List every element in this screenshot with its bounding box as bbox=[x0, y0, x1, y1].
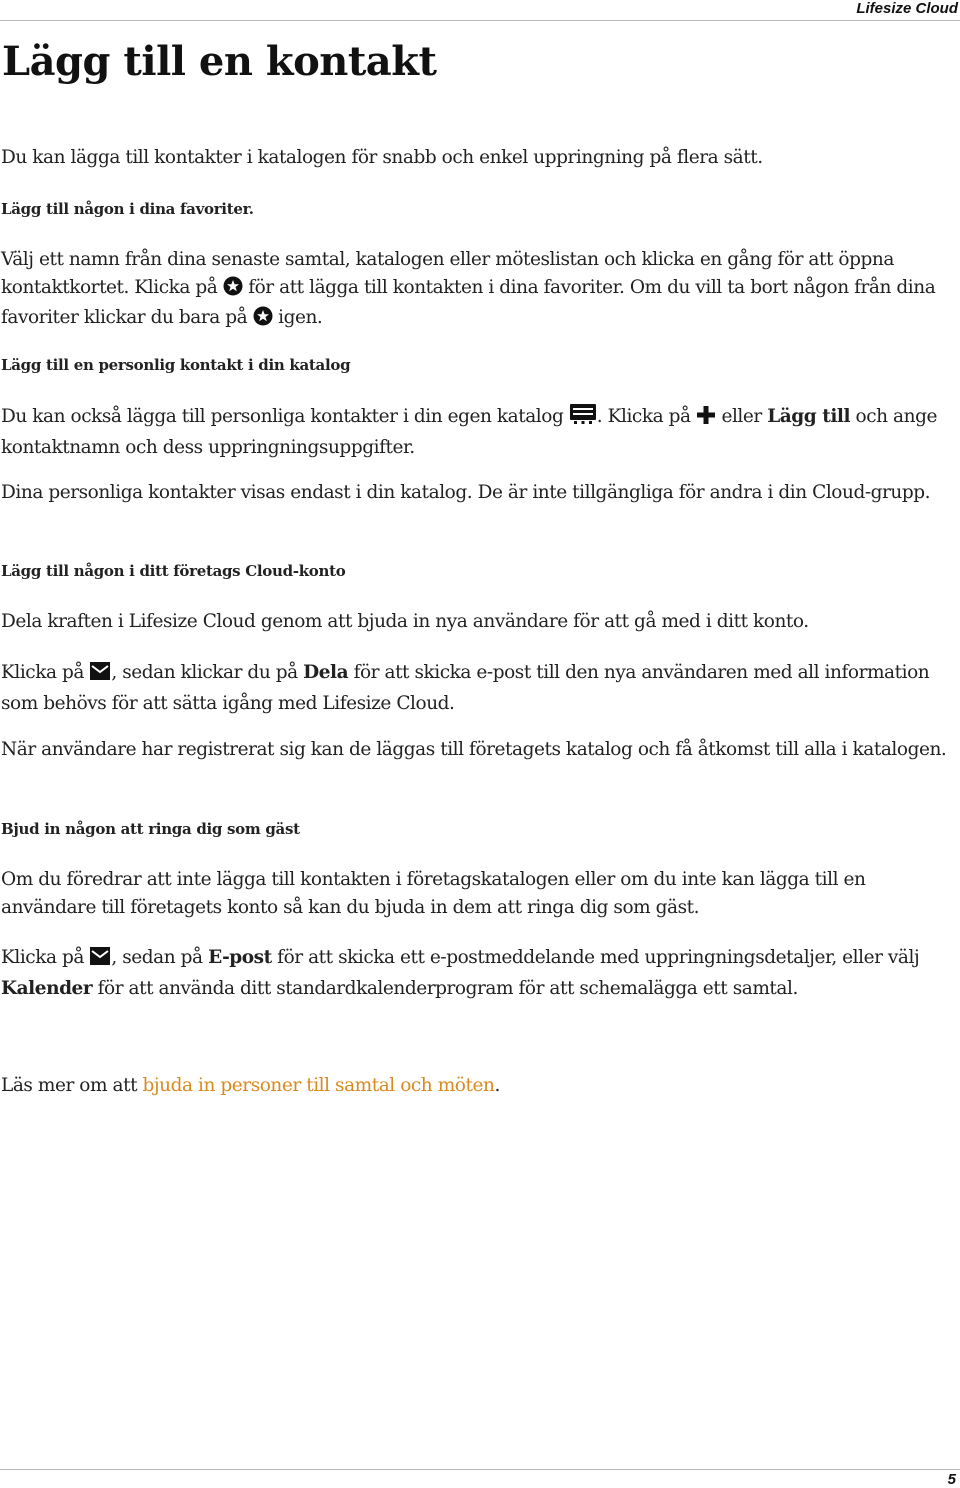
star-badge-icon bbox=[253, 306, 273, 335]
envelope-icon bbox=[89, 661, 111, 690]
page-header bbox=[0, 0, 960, 21]
plus-icon bbox=[696, 405, 716, 434]
company-paragraph-1: Dela kraften i Lifesize Cloud genom att bjuda in nya användare för att gå med i ditt konto. bbox=[1, 611, 809, 632]
envelope-icon bbox=[89, 946, 111, 975]
directory-icon bbox=[569, 403, 597, 434]
page-title: Lägg till en kontakt bbox=[2, 38, 437, 85]
page-number: 5 bbox=[947, 1471, 956, 1488]
personal-paragraph-1: Du kan också lägga till personliga kontakter i din egen katalog . Klicka på eller Lägg till och ange kontaktnamn och dess uppringningsuppgifter. bbox=[1, 403, 952, 461]
company-paragraph-3: När användare har registrerat sig kan de läggas till företagets katalog och få åtkomst till alla i katalogen. bbox=[1, 739, 947, 760]
invite-people-link[interactable]: bjuda in personer till samtal och möten bbox=[142, 1075, 495, 1096]
intro-paragraph: Du kan lägga till kontakter i katalogen för snabb och enkel uppringning på flera sätt. bbox=[1, 147, 763, 168]
footer-rule bbox=[0, 1469, 960, 1470]
guest-heading: Bjud in någon att ringa dig som gäst bbox=[1, 820, 300, 838]
favorites-heading: Lägg till någon i dina favoriter. bbox=[1, 200, 254, 218]
star-badge-icon bbox=[223, 276, 243, 305]
readmore-paragraph: Läs mer om att bjuda in personer till samtal och möten. bbox=[1, 1075, 500, 1096]
header-brand: Lifesize Cloud bbox=[856, 0, 958, 17]
company-heading: Lägg till någon i ditt företags Cloud-konto bbox=[1, 562, 346, 580]
favorites-paragraph: Välj ett namn från dina senaste samtal, katalogen eller möteslistan och klicka en gång för att öppna kontaktkortet. Klicka på för att lägga till kontakten i dina favoriter. Om du vill ta bort någon från dina favoriter klickar du bara på igen. bbox=[1, 246, 952, 335]
personal-heading: Lägg till en personlig kontakt i din katalog bbox=[1, 356, 351, 374]
guest-paragraph-1: Om du föredrar att inte lägga till kontakten i företagskatalogen eller om du inte kan lägga till en användare till företagets konto så kan du bjuda in dem att ringa dig som gäst. bbox=[1, 869, 866, 918]
company-paragraph-2: Klicka på , sedan klickar du på Dela för att skicka e-post till den nya användaren med all information som behövs för att sätta igång med Lifesize Cloud. bbox=[1, 662, 930, 714]
guest-paragraph-2: Klicka på , sedan på E-post för att skicka ett e-postmeddelande med uppringningsdetaljer, eller välj Kalender för att använda ditt standardkalenderprogram för att schemalägga ett samtal. bbox=[1, 947, 920, 999]
personal-paragraph-2: Dina personliga kontakter visas endast i din katalog. De är inte tillgängliga för andra i din Cloud-grupp. bbox=[1, 482, 931, 503]
